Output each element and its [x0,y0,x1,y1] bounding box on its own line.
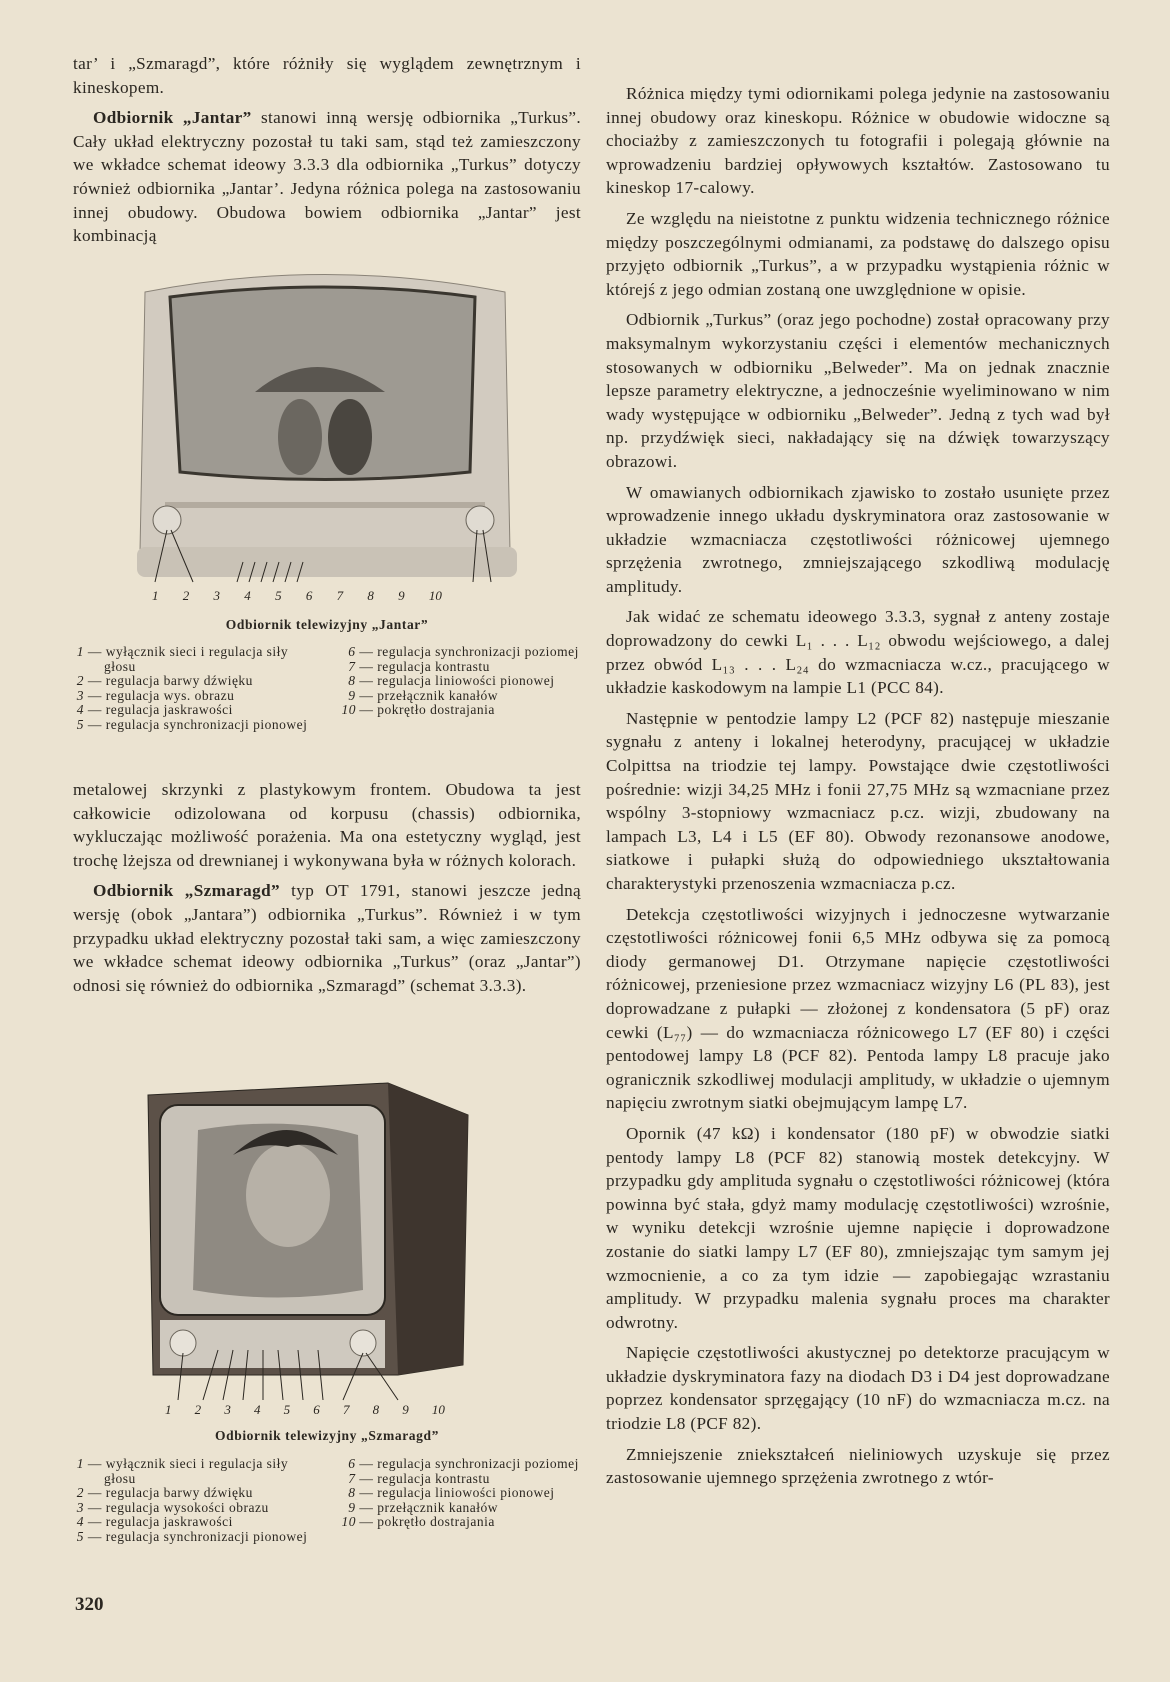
legend-item: 2 — regulacja barwy dźwięku [76,673,253,689]
legend-item: 8 — regulacja liniowości pionowej [348,673,555,689]
legend-item: 10 — pokrętło dostrajania [341,1514,495,1530]
paragraph: Opornik (47 kΩ) i kondensator (180 pF) w obwodzie siatki pentody lampy L8 (PCF 82) stanowią mostek detekcyjny. W przypadku gdy amplituda sygnału o częstotliwości różnicowej (która powinna być stała, gdyż mamy modulację częstotliwości) wzrośnie, w wyniku detekcji wzrośnie ujemne napięcie i doprowadzone zostanie do siatki lampy L7 (EF 80), zmniejszając tym samym jej wzmocnienie, a co za tym idzie — zapobiegając wzrastaniu amplitudy. W przypadku malenia sygnału proces ma charakter odwrotny. [606,1123,1110,1332]
paragraph: Następnie w pentodzie lampy L2 (PCF 82) następuje mieszanie sygnału z anteny i lokalnej heterodyny, pracującej w układzie Colpittsa na triodzie tej lampy. Powstające dwie częstotliwości pośrednie: wizji 34,25 MHz i fonii 27,75 MHz są wzmacniane przez wspólny 3-stopniowy wzmacniacz p.cz. wizji, zbudowany na lampach L3, L4 i L5 (EF 80). Obwody rezonansowe anodowe, siatkowe i pułapki służą do odpowiedniego ukształtowania charakterystyki przenoszenia wzmacniacza p.cz. [606,708,1110,893]
paragraph-jantar: Odbiornik „Jantar” stanowi inną wersję odbiornika „Turkus”. Cały układ elektryczny pozostał tu taki sam, stąd też zamieszczony we wkładce schemat ideowy 3.3.3 dla odbiornika „Turkus” dotyczy również odbiornika „Jantar’. Jedyna różnica polega na zastosowaniu innej obudowy. Obudowa bowiem odbiornika „Jantar” jest kombinacją [73,108,582,246]
right-column-text [606,82,1110,1497]
legend-item: 9 — przełącznik kanałów [348,687,499,703]
legend-item: 7 — regulacja kontrastu [348,1470,490,1486]
legend-item: 3 — regulacja wysokości obrazu [76,1499,269,1515]
legend-item: 5 — regulacja synchronizacji pionowej [76,716,308,732]
paragraph-szmaragd: Odbiornik „Szmaragd” typ OT 1791, stanowi jeszcze jedną wersję (obok „Jantara”) odbiornika „Turkus”. Również i w tym przypadku układ elektryczny pozostał taki sam, a więc zamieszczony we wkładce schemat ideowy odbiornika „Turkus” (oraz „Jantar”) odnosi się również do odbiornika „Szmaragd” (schemat 3.3.3). [73,881,581,995]
paragraph: W omawianych odbiornikach zjawisko to zostało usunięte przez wprowadzenie innego układu dyskryminatora oraz zastosowanie w układzie wzmacniacza częstotliwości różnicowej ujemnego sprzężenia zwrotnego, zmniejszającego szkodliwą modulację amplitudy. [606,482,1110,596]
szmaragd-tv-photo [138,1075,478,1405]
paragraph: Detekcja częstotliwości wizyjnych i jednoczesne wytwarzanie częstotliwości różnicowej fonii 6,5 MHz odbywa się za pomocą diody germanowej D1. Otrzymane napięcie częstotliwości różnicowej, przeniesione przez wzmacniacz wizyjny L6 (PL 83), jest doprowadzane z pułapki — złożonej z kondensatora (5 pF) oraz cewki (L₇₇) — do wzmacniacza różnicowego L7 (EF 80) i części pentodowej lampy L8 (PCF 82). Pentoda lampy L8 pracuje jako ogranicznik szkodliwej modulacji amplitudy, w układzie o ujemnym napięciu zwrotnym siatki obejmującym lampę L7. [606,904,1110,1113]
paragraph: Odbiornik „Turkus” (oraz jego pochodne) został opracowany przy maksymalnym wykorzystaniu części i elementów mechanicznych stosowanych w odbiorniku „Belweder”. Ma on jednak znacznie lepsze parametry elektryczne, a jednocześnie wyeliminowano w nim wady występujące w odbiorniku „Belweder”. Jedną z tych wad był np. przydźwięk sieci, nakładający się na dźwięk towarzyszący obrazowi. [606,310,1110,471]
legend-item: 4 — regulacja jaskrawości [76,1514,233,1530]
left-middle-text [73,778,581,1004]
run-in-heading: Odbiornik „Szmaragd” [93,881,280,901]
legend-item: 1 — wyłącznik sieci i regulacja siły głosu [76,1456,289,1486]
szmaragd-legend [70,1457,590,1545]
legend-item: 5 — regulacja synchronizacji pionowej [76,1528,308,1544]
jantar-caption: Odbiornik telewizyjny „Jantar” [225,617,429,632]
szmaragd-callout-numbers: 1 2 3 4 5 6 7 8 9 10 [165,1402,445,1417]
paragraph: Ze względu na nieistotne z punktu widzenia technicznego różnice między poszczególnymi odmianami, za podstawę do dalszego opisu przyjęto odbiornik „Turkus”, a w przypadku wystąpienia różnic w którejś z jego odmian zostaną one uwzględnione w opisie. [606,208,1110,299]
legend-item: 3 — regulacja wys. obrazu [76,687,235,703]
szmaragd-caption: Odbiornik telewizyjny „Szmaragd” [215,1428,439,1443]
paragraph: Zmniejszenie zniekształceń nieliniowych uzyskuje się przez zastosowanie ujemnego sprzężenia zwrotnego z wtór- [606,1444,1110,1488]
jantar-legend [70,645,590,733]
legend-item: 6 — regulacja synchronizacji poziomej [348,1456,579,1471]
left-intro-text [73,52,581,255]
jantar-tv-photo [125,262,525,592]
paragraph: tar’ i „Szmaragd”, które różniły się wyglądem zewnętrznym i kineskopem. [73,54,581,97]
legend-item: 10 — pokrętło dostrajania [341,702,495,718]
paragraph: Napięcie częstotliwości akustycznej po detektorze pracującym w układzie dyskryminatora fazy na diodach D3 i D4 jest doprowadzane poprzez kondensator sprzęgający (10 nF) do wzmacniacza m.cz. na triodzie L8 (PCF 82). [606,1343,1110,1434]
legend-item: 8 — regulacja liniowości pionowej [348,1485,555,1501]
paragraph: Jak widać ze schematu ideowego 3.3.3, sygnał z anteny zostaje doprowadzony do cewki L₁ . . . L₁₂ obwodu wejściowego, a dalej przez obwód L₁₃ . . . L₂₄ do wzmacniacza w.cz., pracującego w układzie kaskodowym na lampie L1 (PCC 84). [606,607,1110,698]
legend-item: 7 — regulacja kontrastu [348,658,490,674]
legend-item: 2 — regulacja barwy dźwięku [76,1485,253,1501]
run-in-heading: Odbiornik „Jantar” [93,108,252,128]
legend-item: 9 — przełącznik kanałów [348,1499,499,1515]
page-number: 320 [75,1594,104,1615]
paragraph: metalowej skrzynki z plastykowym frontem. Obudowa ta jest całkowicie odizolowana od korpusu (chassis) odbiornika, wykluczając możliwość porażenia. Ma ona estetyczny wygląd, jest trochę lżejsza od drewnianej i wykonywana była w różnych kolorach. [73,780,581,870]
paragraph: Różnica między tymi odiornikami polega jedynie na zastosowaniu innej obudowy oraz kineskopu. Różnice w obudowie widoczne są chociażby z zamieszczonych tu fotografii i polegają głównie na wprowadzeniu bardziej opływowych kształtów. Zastosowano tu kineskop 17-calowy. [606,84,1110,198]
legend-item: 6 — regulacja synchronizacji poziomej [348,644,579,659]
legend-item: 1 — wyłącznik sieci i regulacja siły głosu [76,644,289,674]
legend-item: 4 — regulacja jaskrawości [76,702,233,718]
jantar-callout-numbers: 1 2 3 4 5 6 7 8 9 10 [152,588,442,603]
